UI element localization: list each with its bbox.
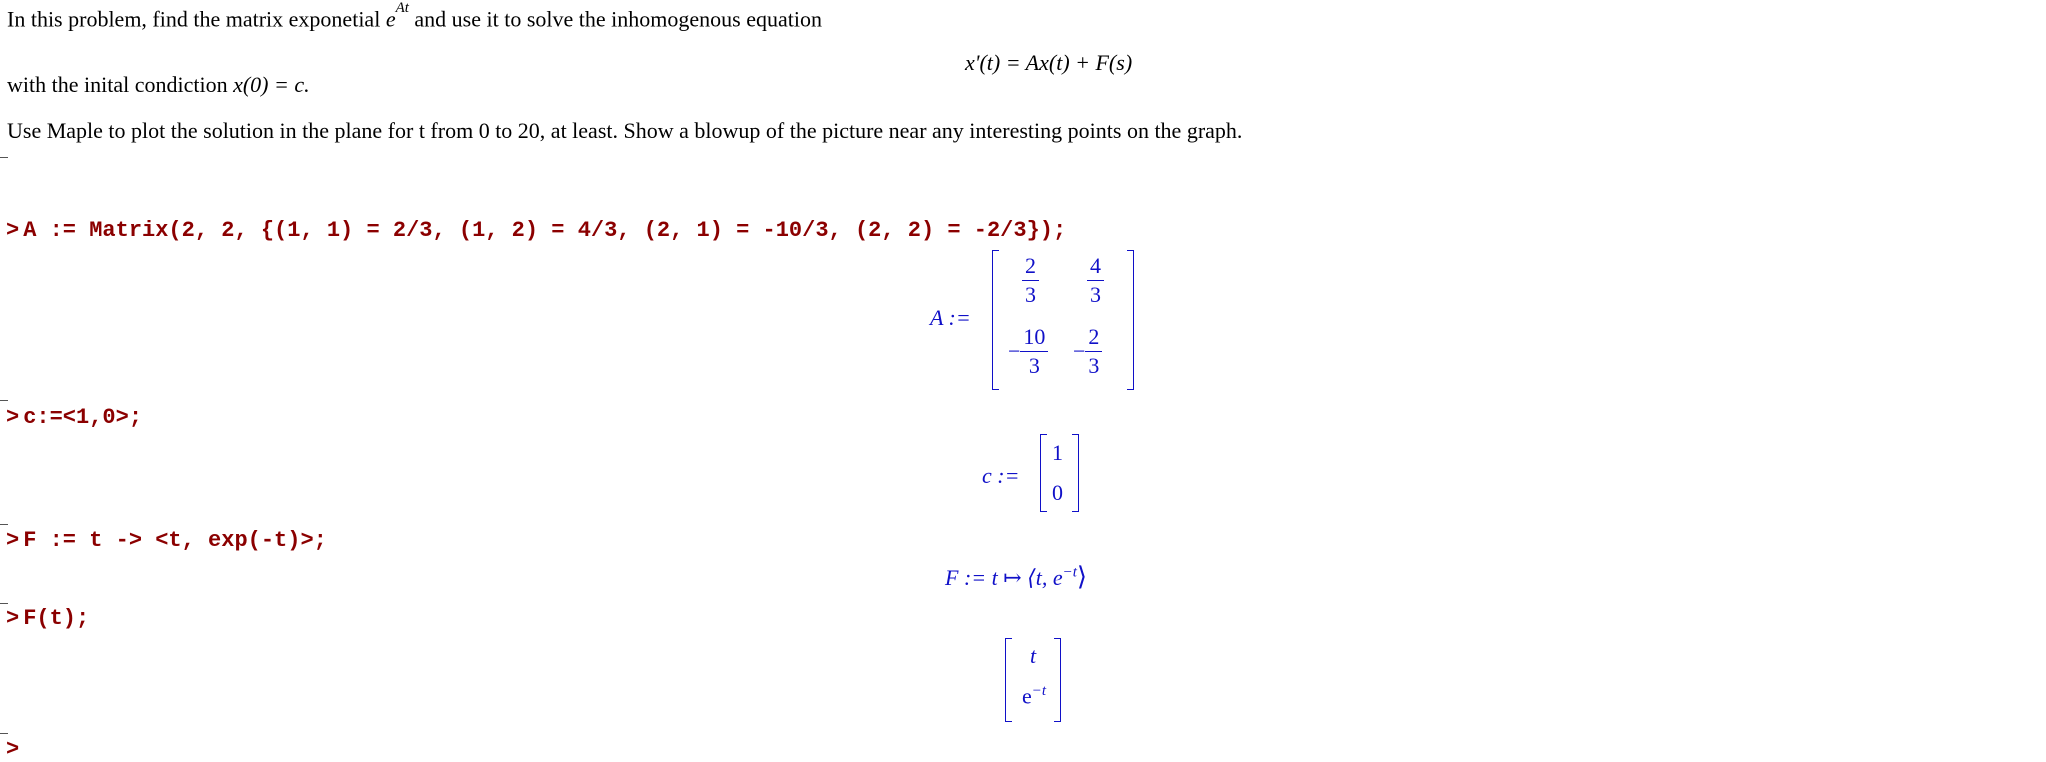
output-c-lhs: c := — [982, 463, 1020, 488]
group-marker — [0, 603, 8, 604]
intro-line-1: In this problem, find the matrix exponetial $e^{At}$ and use it to solve the inhomogenous equation — [7, 0, 822, 32]
vector-left-bracket — [1040, 434, 1047, 512]
intro-line-2: with the inital condiction x(0) = c. — [7, 72, 310, 97]
vector-c2: 0 — [1052, 480, 1063, 505]
group-marker — [0, 733, 8, 734]
command-line-F[interactable] — [6, 528, 327, 553]
group-marker — [0, 400, 8, 401]
command-input[interactable]: F(t); — [23, 606, 90, 631]
prompt: > — [6, 737, 20, 762]
matrix-a12: $\frac{4}{3}$ — [1087, 254, 1104, 307]
command-input[interactable]: A := Matrix(2, 2, {(1, 1) = 2/3, (1, 2) = 4/3, (2, 1) = -10/3, (2, 2) = -2/3}); — [23, 218, 1067, 243]
prompt: > — [6, 218, 20, 243]
output-F: F := t ↦ ⟨t, $e^{-t}⟩$ — [945, 562, 1088, 591]
vector-right-bracket — [1054, 638, 1061, 722]
prompt: > — [6, 606, 20, 631]
prompt: > — [6, 405, 20, 430]
output-A-lhs: A := — [930, 305, 971, 330]
command-line-Ft[interactable] — [6, 606, 89, 631]
command-input[interactable]: c:=<1,0>; — [23, 405, 143, 430]
command-input[interactable]: F := t -> <t, exp(-t)>; — [23, 528, 327, 553]
main-equation: x'(t) = Ax(t) + F(s) — [965, 50, 1133, 75]
vector-Ft1: t — [1030, 643, 1037, 668]
prompt: > — [6, 528, 20, 553]
matrix-left-bracket — [992, 250, 999, 390]
matrix-right-bracket — [1127, 250, 1134, 390]
vector-right-bracket — [1072, 434, 1079, 512]
intro-line-3: Use Maple to plot the solution in the plane for t from 0 to 20, at least. Show a blowup of the picture near any interesting points on the graph. — [7, 118, 1243, 143]
command-line-matrix[interactable] — [6, 218, 1066, 243]
matrix-a21: − $\frac{10}{3}$ — [1008, 325, 1048, 378]
vector-c1: 1 — [1052, 440, 1063, 465]
matrix-a11: $\frac{2}{3}$ — [1022, 254, 1039, 307]
group-marker — [0, 157, 8, 158]
vector-left-bracket — [1005, 638, 1012, 722]
command-line-c[interactable] — [6, 405, 142, 430]
group-marker — [0, 524, 8, 525]
vector-Ft2: $e^{-t}$ — [1022, 683, 1047, 709]
matrix-a22: − $\frac{2}{3}$ — [1073, 325, 1102, 378]
